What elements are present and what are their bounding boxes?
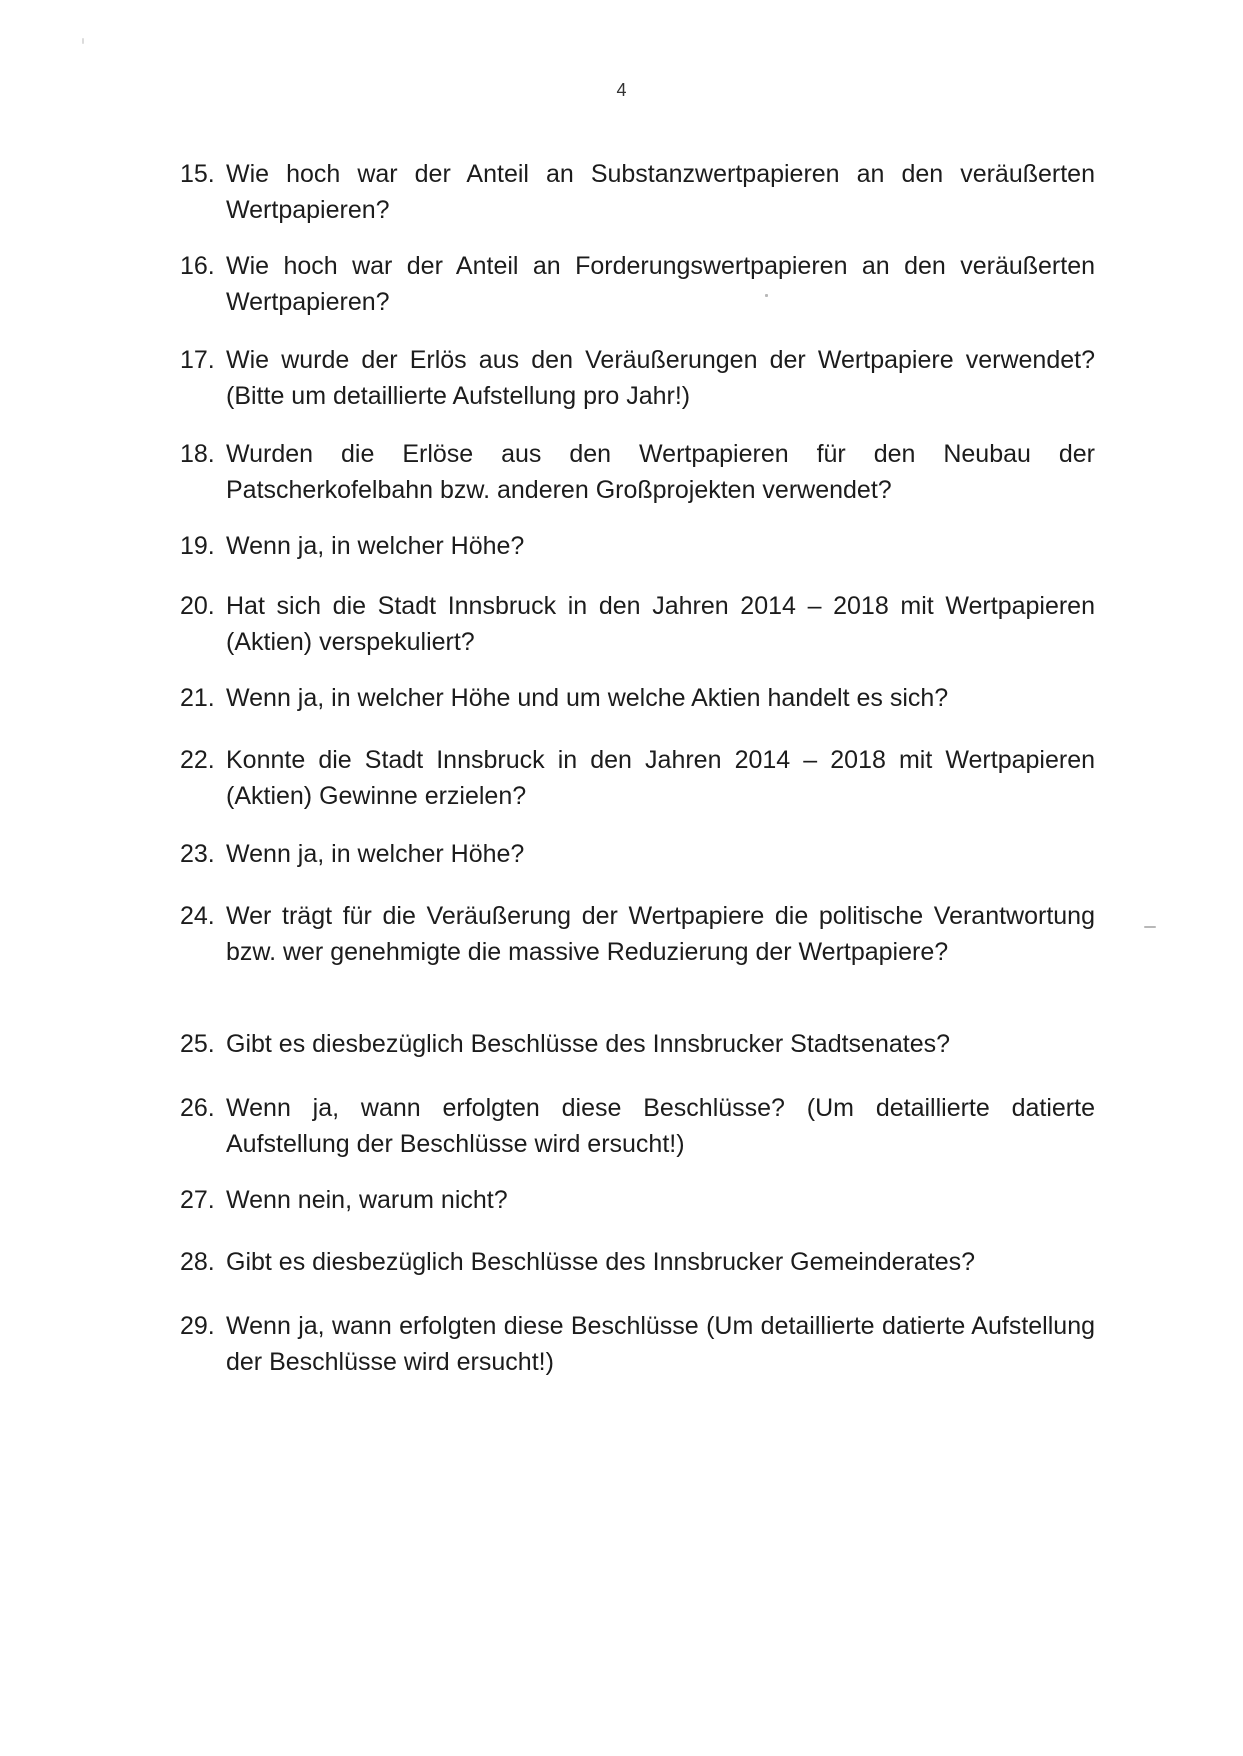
question-21 [180,680,1095,716]
question-20 [180,588,1095,660]
question-text: Gibt es diesbezüglich Beschlüsse des Innsbrucker Gemeinderates? [226,1248,976,1276]
question-number: 19. [180,532,215,560]
scan-speck [765,294,768,297]
question-text: Wenn ja, in welcher Höhe? [226,840,525,868]
question-text: Wie hoch war der Anteil an Forderungswertpapieren an den veräußerten Wertpapieren? [226,252,1095,316]
scan-speck [1144,926,1156,928]
question-number: 25. [180,1030,215,1058]
question-text: Wenn ja, in welcher Höhe und um welche Aktien handelt es sich? [226,684,949,712]
question-number: 20. [180,592,215,620]
question-text: Wenn ja, in welcher Höhe? [226,532,525,560]
question-number: 17. [180,346,215,374]
page-number: 4 [616,80,627,100]
scan-speck [82,38,84,44]
question-number: 21. [180,684,215,712]
question-number: 27. [180,1186,215,1214]
question-text: Wie wurde der Erlös aus den Veräußerungen der Wertpapiere verwendet? (Bitte um detaillierte Aufstellung pro Jahr!) [226,346,1095,410]
question-22 [180,742,1095,814]
question-28 [180,1244,1095,1280]
question-29 [180,1308,1095,1380]
question-27 [180,1182,1095,1218]
question-number: 18. [180,440,215,468]
question-text: Gibt es diesbezüglich Beschlüsse des Innsbrucker Stadtsenates? [226,1030,951,1058]
question-26 [180,1090,1095,1162]
question-number: 22. [180,746,215,774]
question-text: Wenn nein, warum nicht? [226,1186,508,1214]
question-number: 15. [180,160,215,188]
question-text: Wie hoch war der Anteil an Substanzwertpapieren an den veräußerten Wertpapieren? [226,160,1095,224]
question-text: Konnte die Stadt Innsbruck in den Jahren 2014 – 2018 mit Wertpapieren (Aktien) Gewinne erzielen? [226,746,1095,810]
question-25 [180,1026,1095,1062]
question-text: Wenn ja, wann erfolgten diese Beschlüsse? (Um detaillierte datierte Aufstellung der Beschlüsse wird ersucht!) [226,1094,1095,1158]
question-text: Hat sich die Stadt Innsbruck in den Jahren 2014 – 2018 mit Wertpapieren (Aktien) verspekuliert? [226,592,1095,656]
question-number: 24. [180,902,215,930]
question-23 [180,836,1095,872]
question-text: Wurden die Erlöse aus den Wertpapieren für den Neubau der Patscherkofelbahn bzw. anderen Großprojekten verwendet? [226,440,1095,504]
question-text: Wer trägt für die Veräußerung der Wertpapiere die politische Verantwortung bzw. wer genehmigte die massive Reduzierung der Wertpapiere? [226,902,1095,966]
question-number: 29. [180,1312,215,1340]
question-18 [180,436,1095,508]
question-number: 16. [180,252,215,280]
question-number: 23. [180,840,215,868]
question-number: 28. [180,1248,215,1276]
question-text: Wenn ja, wann erfolgten diese Beschlüsse (Um detaillierte datierte Aufstellung der Beschlüsse wird ersucht!) [226,1312,1095,1376]
question-15 [180,156,1095,228]
question-17 [180,342,1095,414]
question-number: 26. [180,1094,215,1122]
question-16 [180,248,1095,320]
question-19 [180,528,1095,564]
question-24 [180,898,1095,970]
